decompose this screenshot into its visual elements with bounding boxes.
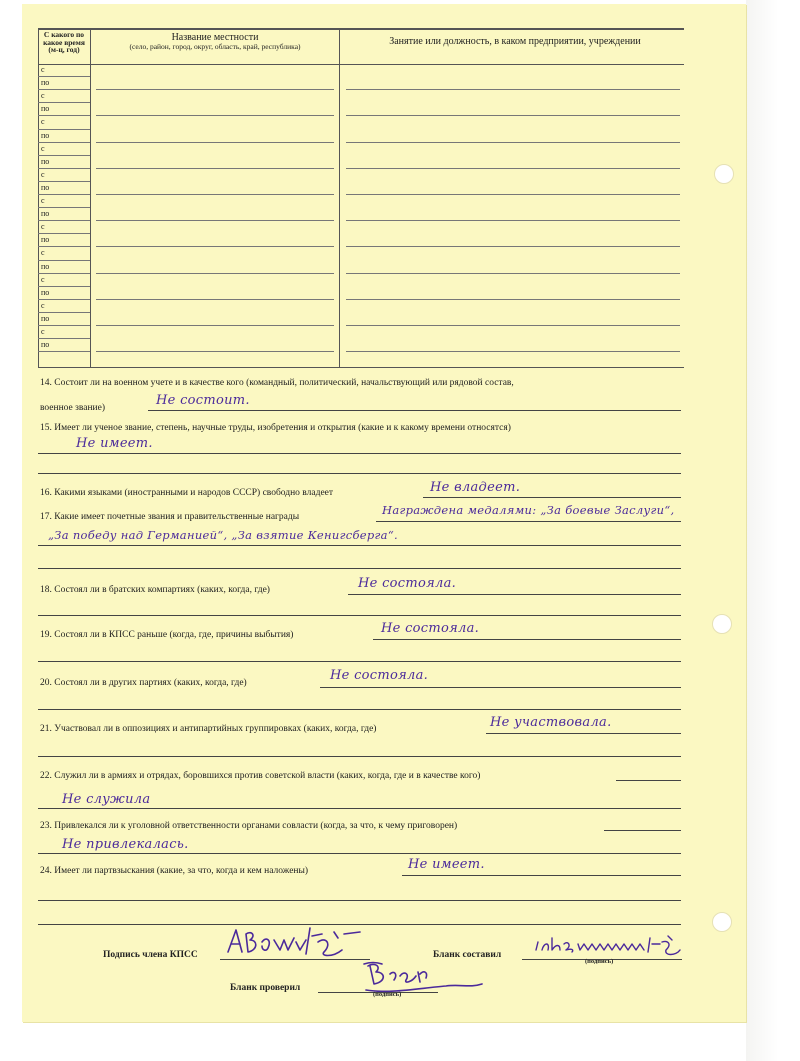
row-label-from: с: [41, 143, 45, 153]
row-label-from: с: [41, 196, 45, 205]
question-23-text: Привлекался ли к уголовной ответственности органами совласти (когда, за что, к чему приговорен): [54, 821, 458, 831]
place-cell-rule: [96, 299, 334, 300]
question-17: [40, 512, 299, 523]
answer-21: Не участвовала.: [490, 715, 612, 730]
table-header-bottom-border: [38, 64, 684, 65]
answer-line-22b: [38, 808, 681, 809]
row-label-to: по: [41, 235, 50, 245]
row-label-to: по: [41, 130, 50, 140]
job-cell-rule: [346, 325, 680, 326]
job-cell-rule: [346, 246, 680, 247]
question-18-number: 18.: [40, 585, 52, 595]
question-18: [40, 585, 270, 596]
row-label-from: с: [41, 91, 45, 101]
answer-24: Не имеет.: [408, 857, 485, 872]
answer-line-18a: [348, 594, 681, 595]
composed-label: Бланк составил: [433, 950, 502, 960]
answer-line-21b: [38, 756, 681, 757]
answer-line-15a: [38, 453, 681, 454]
col-place-header: [100, 33, 330, 51]
period-cell-rule: [38, 233, 90, 234]
question-20: [40, 678, 247, 689]
answer-line-18b: [38, 615, 681, 616]
place-cell-rule: [96, 115, 334, 116]
row-label-to: по: [41, 313, 50, 323]
question-14-text: Состоит ли на военном учете и в качестве кого (командный, политический, начальствующий или рядовой состав,: [54, 378, 514, 388]
place-cell-rule: [96, 89, 334, 90]
col-place-title: Название местности: [171, 32, 259, 43]
answer-line-24a: [402, 875, 681, 876]
table-bottom-border: [38, 367, 684, 368]
question-15-number: 15.: [40, 423, 52, 433]
answer-line-21a: [486, 733, 681, 734]
answer-20: Не состояла.: [330, 668, 429, 683]
answer-line-17c: [38, 568, 681, 569]
answer-line-23b: [38, 853, 681, 854]
job-cell-rule: [346, 273, 680, 274]
job-cell-rule: [346, 220, 680, 221]
period-cell-rule: [38, 338, 90, 339]
checked-signature-caption: (подпись): [373, 991, 402, 998]
period-cell-rule: [38, 115, 90, 116]
row-label-from: с: [41, 222, 45, 232]
place-cell-rule: [96, 325, 334, 326]
job-cell-rule: [346, 299, 680, 300]
answer-line-19a: [373, 639, 681, 640]
period-cell-rule: [38, 299, 90, 300]
row-label-to: по: [41, 261, 50, 271]
period-cell-rule: [38, 207, 90, 208]
question-24: [40, 866, 308, 877]
row-label-to: по: [41, 209, 50, 219]
period-cell-rule: [38, 155, 90, 156]
answer-18: Не состояла.: [358, 576, 457, 591]
question-21-number: 21.: [40, 724, 52, 734]
row-label-from: с: [41, 248, 45, 258]
place-cell-rule: [96, 168, 334, 169]
row-label-to: по: [41, 156, 50, 166]
place-cell-rule: [96, 220, 334, 221]
answer-line-16: [423, 497, 681, 498]
question-17-number: 17.: [40, 512, 52, 522]
table-col-divider-1: [90, 28, 91, 368]
row-label-to: по: [41, 104, 50, 114]
answer-line-20b: [38, 709, 681, 710]
row-label-from: с: [41, 300, 45, 310]
question-21: [40, 724, 376, 735]
question-23-number: 23.: [40, 821, 52, 831]
punch-hole-middle: [712, 614, 732, 634]
row-label-from: с: [41, 117, 45, 127]
job-cell-rule: [346, 89, 680, 90]
question-18-text: Состоял ли в братских компартиях (каких, когда, где): [54, 585, 270, 595]
answer-16: Не владеет.: [430, 480, 521, 495]
place-cell-rule: [96, 273, 334, 274]
question-24-number: 24.: [40, 866, 52, 876]
job-cell-rule: [346, 115, 680, 116]
punch-hole-top: [714, 164, 734, 184]
answer-line-17a: [376, 521, 681, 522]
period-cell-rule: [38, 325, 90, 326]
composed-signature-caption: (подпись): [585, 958, 614, 965]
period-cell-rule: [38, 246, 90, 247]
answer-line-15b: [38, 473, 681, 474]
row-label-to: по: [41, 287, 50, 297]
place-cell-rule: [96, 194, 334, 195]
row-label-from: с: [41, 327, 45, 336]
period-cell-rule: [38, 351, 90, 352]
col-place-subtitle: (село, район, город, округ, область, край, республика): [129, 42, 301, 51]
period-cell-rule: [38, 181, 90, 182]
row-label-from: с: [41, 274, 45, 284]
place-cell-rule: [96, 351, 334, 352]
question-16: [40, 488, 333, 499]
place-cell-rule: [96, 246, 334, 247]
question-15-text: Имеет ли ученое звание, степень, научные труды, изобретения и открытия (какие и к какому времени относятся): [54, 423, 511, 433]
table-top-border: [38, 28, 684, 30]
row-label-to: по: [41, 78, 50, 88]
row-label-to: по: [41, 340, 50, 350]
answer-line-19b: [38, 661, 681, 662]
question-14-number: 14.: [40, 378, 52, 388]
answer-23: Не привлекалась.: [62, 837, 189, 852]
question-22: [40, 771, 480, 782]
col-job-header: Занятие или должность, в каком предприятии, учреждении: [389, 36, 641, 47]
answer-17-line-1: Награждена медалями: „За боевые Заслуги“,: [382, 503, 675, 517]
question-14: [40, 378, 514, 389]
answer-line-24b: [38, 900, 681, 901]
answer-line-23a: [604, 830, 681, 831]
question-22-number: 22.: [40, 771, 52, 781]
row-label-to: по: [41, 182, 50, 192]
answer-17-line-2: „За победу над Германией“, „За взятие Кенигсберга“.: [48, 528, 398, 542]
question-20-text: Состоял ли в других партиях (каких, когда, где): [54, 678, 247, 688]
period-cell-rule: [38, 260, 90, 261]
scanner-margin: [746, 0, 800, 1061]
answer-line-20a: [320, 687, 681, 688]
period-cell-rule: [38, 286, 90, 287]
answer-15: Не имеет.: [76, 436, 153, 451]
period-cell-rule: [38, 102, 90, 103]
checked-label: Бланк проверил: [230, 983, 301, 993]
table-left-border: [38, 28, 39, 368]
question-23: [40, 821, 457, 832]
period-cell-rule: [38, 220, 90, 221]
period-cell-rule: [38, 76, 90, 77]
question-22-text: Служил ли в армиях и отрядах, боровшихся против советской власти (каких, когда, где и в качестве кого): [54, 771, 481, 781]
table-col-divider-2: [339, 28, 340, 368]
punch-hole-bottom: [712, 912, 732, 932]
answer-22: Не служила: [62, 792, 151, 807]
question-14-continuation: военное звание): [40, 403, 106, 413]
job-cell-rule: [346, 168, 680, 169]
question-17-text: Какие имеет почетные звания и правительственные награды: [54, 512, 300, 522]
period-cell-rule: [38, 129, 90, 130]
question-24-text: Имеет ли партвзыскания (какие, за что, когда и кем наложены): [54, 866, 309, 876]
col-period-header: С какого по какое время (м-ц, год): [43, 30, 85, 54]
period-cell-rule: [38, 168, 90, 169]
question-15: [40, 423, 511, 434]
row-label-from: с: [41, 65, 45, 74]
answer-line-17b: [38, 545, 681, 546]
question-20-number: 20.: [40, 678, 52, 688]
composer-signature: [532, 932, 684, 962]
period-cell-rule: [38, 312, 90, 313]
answer-14: Не состоит.: [156, 393, 250, 408]
period-cell-rule: [38, 142, 90, 143]
question-19: [40, 630, 293, 641]
member-signature-label: Подпись члена КПСС: [103, 950, 198, 960]
checker-signature: [360, 958, 490, 1000]
question-21-text: Участвовал ли в оппозициях и антипартийных группировках (каких, когда, где): [54, 724, 377, 734]
job-cell-rule: [346, 142, 680, 143]
period-cell-rule: [38, 194, 90, 195]
period-cell-rule: [38, 89, 90, 90]
member-signature: [222, 922, 372, 966]
answer-line-22a: [616, 780, 681, 781]
answer-line-14: [148, 410, 681, 411]
job-cell-rule: [346, 351, 680, 352]
place-cell-rule: [96, 142, 334, 143]
answer-19: Не состояла.: [381, 621, 480, 636]
question-19-text: Состоял ли в КПСС раньше (когда, где, причины выбытия): [54, 630, 294, 640]
question-19-number: 19.: [40, 630, 52, 640]
question-16-number: 16.: [40, 488, 52, 498]
job-cell-rule: [346, 194, 680, 195]
period-cell-rule: [38, 273, 90, 274]
question-16-text: Какими языками (иностранными и народов СССР) свободно владеет: [54, 488, 334, 498]
row-label-from: с: [41, 169, 45, 179]
